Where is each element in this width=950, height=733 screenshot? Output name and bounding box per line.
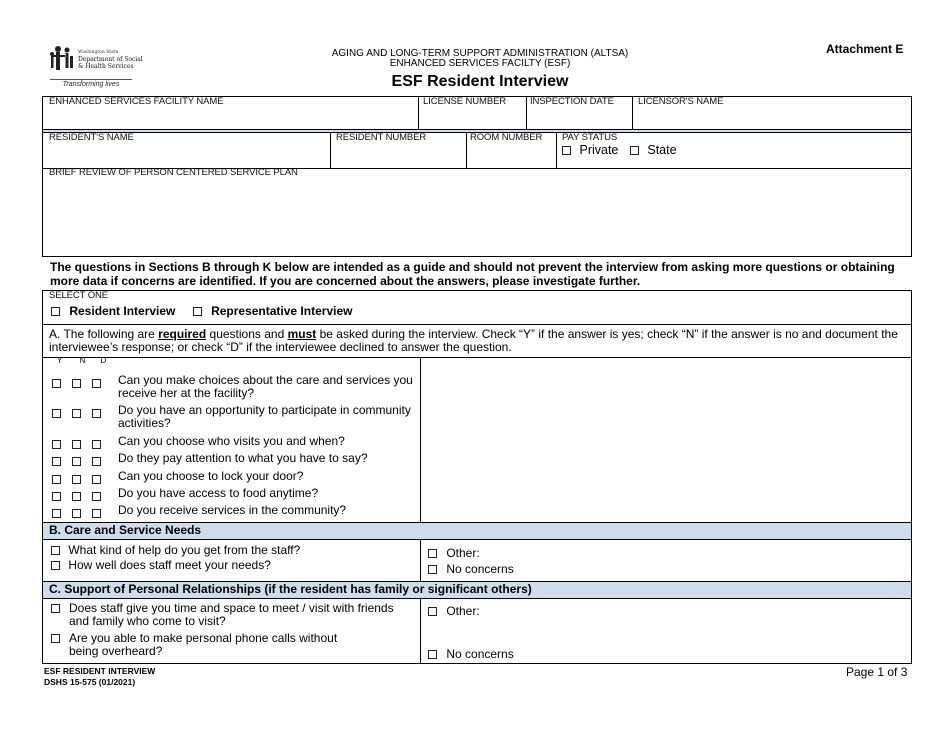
form-title: ESF Resident Interview — [391, 73, 569, 90]
representative-interview-label: Representative Interview — [211, 304, 353, 318]
room-number-field[interactable]: ROOM NUMBER — [470, 132, 543, 143]
section-c-no-concerns — [428, 648, 514, 661]
resident-interview-checkbox[interactable] — [51, 307, 60, 316]
logo-state-text: Washington State — [78, 50, 119, 55]
section-b-other — [428, 547, 480, 560]
representative-interview-checkbox[interactable] — [193, 307, 202, 316]
q3-d-checkbox[interactable] — [92, 440, 101, 449]
resident-interview-label: Resident Interview — [69, 304, 176, 318]
section-a-rest: be asked during the interview. Check “Y” if the answer is yes; check “N” if the answer is no and document the interviewee’s response; or check “D” if the interviewee declined to answer the question. — [49, 327, 898, 354]
c-no-concerns-checkbox[interactable] — [428, 650, 437, 659]
q5-d-checkbox[interactable] — [92, 475, 101, 484]
ynd-header — [57, 356, 106, 365]
b-q2-checkbox[interactable] — [51, 561, 60, 570]
b-q2-text: How well does staff meet your needs? — [68, 558, 271, 572]
c-other-label: Other: — [446, 604, 480, 618]
q5-n-checkbox[interactable] — [72, 475, 81, 484]
attachment-label: Attachment E — [826, 42, 904, 56]
section-a-instructions — [49, 328, 907, 354]
section-b-no-concerns — [428, 563, 514, 576]
section-a-question-row — [52, 404, 422, 432]
q6-n-checkbox[interactable] — [72, 492, 81, 501]
q4-y-checkbox[interactable] — [52, 457, 61, 466]
question-text: Do they pay attention to what you have to say? — [118, 451, 368, 465]
q1-d-checkbox[interactable] — [92, 379, 101, 388]
q2-n-checkbox[interactable] — [72, 409, 81, 418]
q4-n-checkbox[interactable] — [72, 457, 81, 466]
q1-n-checkbox[interactable] — [72, 379, 81, 388]
q1-y-checkbox[interactable] — [52, 379, 61, 388]
c-q2-text: Are you able to make personal phone calls without being overheard? — [69, 631, 338, 658]
pay-private-checkbox[interactable] — [562, 146, 571, 155]
section-a-required: required — [158, 327, 207, 341]
section-b-heading: B. Care and Service Needs — [49, 523, 202, 537]
q2-d-checkbox[interactable] — [92, 409, 101, 418]
section-a-question-row — [52, 435, 422, 451]
b-q1-checkbox[interactable] — [51, 546, 60, 555]
section-a-question-row — [52, 504, 422, 520]
resident-name-field[interactable]: RESIDENT'S NAME — [49, 132, 134, 143]
b-other-label: Other: — [446, 546, 480, 560]
facility-name-field[interactable]: ENHANCED SERVICES FACILITY NAME — [49, 96, 224, 107]
q4-d-checkbox[interactable] — [92, 457, 101, 466]
select-one-options — [51, 305, 352, 318]
question-text: Can you choose to lock your door? — [118, 469, 304, 483]
logo-dept-line1: Department of Social — [78, 56, 143, 63]
section-a-middle: questions and — [206, 327, 288, 341]
c-no-concerns-label: No concerns — [446, 647, 514, 661]
agency-line2: ENHANCED SERVICES FACILTY (ESF) — [389, 58, 571, 69]
b-no-concerns-label: No concerns — [446, 562, 514, 576]
section-b-question-1 — [51, 544, 300, 557]
licensor-name-field[interactable]: LICENSOR'S NAME — [638, 96, 724, 107]
notice-text: The questions in Sections B through K below are intended as a guide and should not prevent the interview from asking more questions or obtaining more data if concerns are identified. If you are concerned about the answers, please investigate further. — [50, 260, 895, 288]
resident-number-field[interactable]: RESIDENT NUMBER — [336, 132, 427, 143]
q6-d-checkbox[interactable] — [92, 492, 101, 501]
q7-y-checkbox[interactable] — [52, 509, 61, 518]
question-text: Do you have an opportunity to participate in community activities? — [118, 403, 411, 430]
q3-y-checkbox[interactable] — [52, 440, 61, 449]
b-q1-text: What kind of help do you get from the staff? — [68, 543, 301, 557]
question-text: Can you choose who visits you and when? — [118, 434, 345, 448]
pay-status-label: PAY STATUS — [562, 132, 618, 143]
c-other-checkbox[interactable] — [428, 607, 437, 616]
footer-form-id — [44, 666, 155, 688]
question-text: Can you make choices about the care and services you receive her at the facility? — [118, 373, 413, 400]
col-d-label: D — [100, 356, 107, 365]
section-a-must: must — [287, 327, 317, 341]
section-a-prefix: A. The following are — [49, 327, 159, 341]
b-other-checkbox[interactable] — [428, 549, 437, 558]
question-text: Do you have access to food anytime? — [118, 486, 319, 500]
q3-n-checkbox[interactable] — [72, 440, 81, 449]
agency-name — [330, 49, 630, 69]
q2-y-checkbox[interactable] — [52, 409, 61, 418]
section-a-question-row — [52, 452, 422, 468]
logo-tagline: Transforming lives — [50, 79, 132, 88]
section-c-heading: C. Support of Personal Relationships (if the resident has family or significant others) — [49, 582, 532, 596]
c-q1-text: Does staff give you time and space to meet / visit with friends and family who come to visit? — [69, 601, 394, 628]
select-one-label: SELECT ONE — [49, 290, 109, 301]
dshs-logo-icon — [48, 44, 143, 78]
pay-state-checkbox[interactable] — [630, 146, 639, 155]
pay-status-options — [562, 144, 677, 157]
pay-state-label: State — [647, 143, 677, 157]
page-number: Page 1 of 3 — [846, 665, 908, 679]
brief-review-field[interactable]: BRIEF REVIEW OF PERSON CENTERED SERVICE PLAN — [49, 167, 298, 178]
footer-form-number: DSHS 15-575 (01/2021) — [44, 677, 136, 687]
agency-line1: AGING AND LONG-TERM SUPPORT ADMINISTRATION (ALTSA) — [331, 48, 629, 59]
q7-n-checkbox[interactable] — [72, 509, 81, 518]
section-a-question-row — [52, 374, 422, 402]
footer-form-name: ESF RESIDENT INTERVIEW — [44, 666, 156, 676]
section-b-question-2 — [51, 559, 271, 572]
q5-y-checkbox[interactable] — [52, 475, 61, 484]
b-no-concerns-checkbox[interactable] — [428, 565, 437, 574]
col-y-label: Y — [57, 356, 63, 365]
license-number-field[interactable]: LICENSE NUMBER — [423, 96, 507, 107]
q7-d-checkbox[interactable] — [92, 509, 101, 518]
q6-y-checkbox[interactable] — [52, 492, 61, 501]
pay-private-label: Private — [579, 143, 619, 157]
question-text: Do you receive services in the community? — [118, 503, 347, 517]
col-n-label: N — [79, 356, 86, 365]
c-q2-checkbox[interactable] — [51, 634, 60, 643]
logo-dept-line2: & Health Services — [78, 63, 134, 70]
section-a-question-row — [52, 487, 422, 503]
inspection-date-field[interactable]: INSPECTION DATE — [530, 96, 614, 107]
c-q1-checkbox[interactable] — [51, 604, 60, 613]
section-c-other — [428, 605, 480, 618]
section-a-question-row — [52, 470, 422, 486]
